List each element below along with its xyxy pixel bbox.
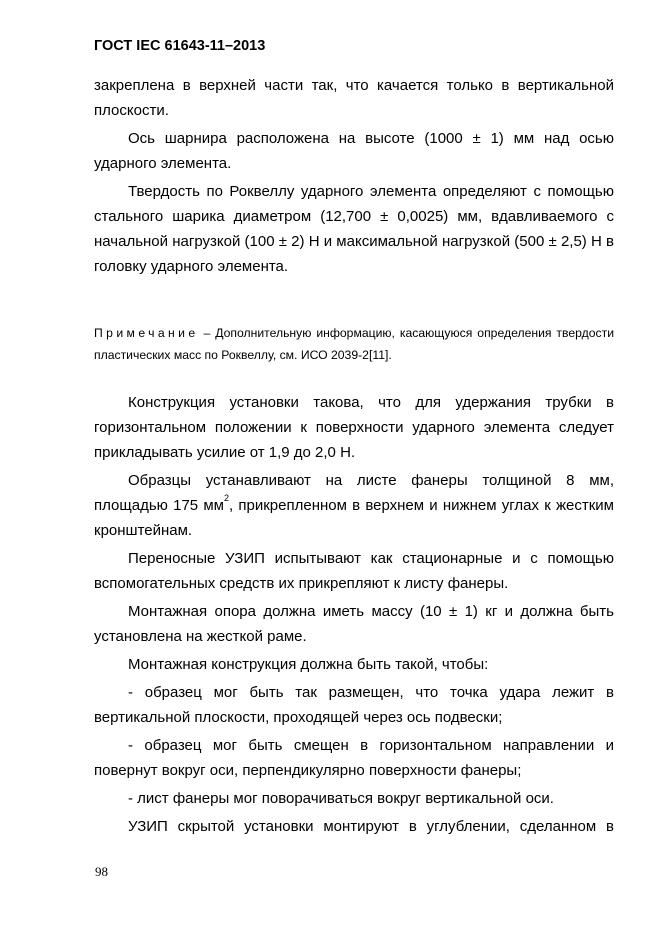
list-item-placement: - образец мог быть так размещен, что точка удара лежит в вертикальной плоскости, проходящей через ось подвески; [94, 684, 614, 726]
paragraph-hinge-axis: Ось шарнира расположена на высоте (1000 ± 1) мм над осью ударного элемента. [94, 130, 614, 172]
text-block-lower [94, 390, 614, 842]
note-block [94, 322, 614, 366]
plywood-text-b: , прикрепленном в верхнем и нижнем углах к жестким кронштейнам. [94, 497, 614, 539]
superscript-2: 2 [223, 493, 229, 503]
text-block-upper [94, 73, 614, 282]
paragraph-flush-mounted: УЗИП скрытой установки монтируют в углублении, сделанном в [128, 818, 614, 835]
note-label: Примечание [94, 326, 199, 340]
list-item-displacement: - образец мог быть смещен в горизонтальном направлении и повернут вокруг оси, перпендикулярно поверхности фанеры; [94, 737, 614, 779]
note-text: – Дополнительную информацию, касающуюся определения твердости пластических масс по Роквеллу, см. ИСО 2039-2[11]. [94, 326, 614, 362]
document-header: ГОСТ IEC 61643-11–2013 [94, 38, 266, 54]
paragraph-plywood-sheet [94, 468, 614, 543]
paragraph-mounting-structure: Монтажная конструкция должна быть такой, чтобы: [128, 656, 489, 673]
page-number: 98 [95, 864, 108, 879]
paragraph-mounting-support: Монтажная опора должна иметь массу (10 ± 1) кг и должна быть установлена на жесткой раме. [94, 603, 614, 645]
plywood-text-a: Образцы устанавливают на листе фанеры толщиной 8 мм, площадью 175 мм [94, 472, 614, 514]
paragraph-portable-spd: Переносные УЗИП испытывают как стационарные и с помощью вспомогательных средств их прикрепляют к листу фанеры. [94, 550, 614, 592]
paragraph-rockwell-hardness: Твердость по Роквеллу ударного элемента определяют с помощью стального шарика диаметром (12,700 ± 0,0025) мм, вдавливаемого с начальной нагрузкой (100 ± 2) Н и максимальной нагрузкой (500 ± 2,5) Н в головку ударного элемента. [94, 183, 614, 275]
list-item-rotation: - лист фанеры мог поворачиваться вокруг вертикальной оси. [128, 790, 554, 807]
paragraph-installation-design: Конструкция установки такова, что для удержания трубки в горизонтальном положении к поверхности ударного элемента следует прикладывать усилие от 1,9 до 2,0 Н. [94, 394, 614, 461]
paragraph-continuation: закреплена в верхней части так, что качается только в вертикальной плоскости. [94, 77, 614, 119]
